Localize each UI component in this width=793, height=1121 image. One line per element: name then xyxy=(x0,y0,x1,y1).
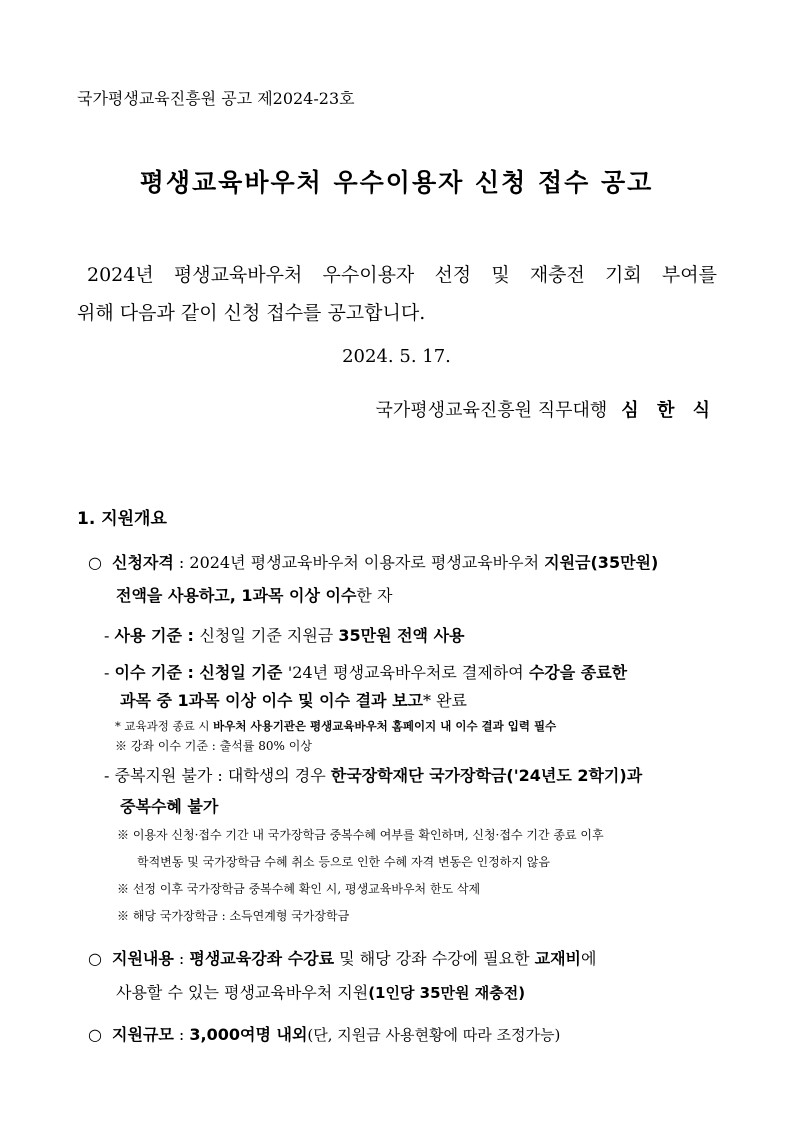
duplicate-note-3: ※ 해당 국가장학금 : 소득연계형 국가장학금 xyxy=(117,909,350,923)
separator: : xyxy=(173,949,190,968)
eligibility-line-2 xyxy=(116,583,392,606)
completion-criteria-line-1 xyxy=(104,660,627,683)
dash: - xyxy=(104,663,115,682)
support-scale-label: 지원규모 xyxy=(112,1025,174,1044)
support-content-line-1 xyxy=(88,946,596,969)
completion-tail: * 완료 xyxy=(423,691,467,710)
completion-text: '24년 평생교육바우처로 결제하여 xyxy=(287,663,529,682)
issuer-name: 심 한 식 xyxy=(621,400,716,421)
eligibility-label: 신청자격 xyxy=(112,553,174,572)
support-text: 및 해당 강좌 수강에 필요한 xyxy=(334,949,535,968)
support-text-2: 사용할 수 있는 평생교육바우처 지원 xyxy=(116,983,369,1002)
issuer xyxy=(376,396,716,422)
support-scale xyxy=(88,1022,560,1045)
support-scale-count: 3,000여명 내외 xyxy=(189,1025,308,1044)
support-recharge: (1인당 35만원 재충전) xyxy=(368,984,526,1002)
duplicate-bold-2: 중복수혜 불가 xyxy=(120,797,219,816)
eligibility-amount: 지원금(35만원) xyxy=(544,553,659,572)
eligibility-condition: 전액을 사용하고, 1과목 이상 이수 xyxy=(116,586,357,605)
note-star-prefix: * 교육과정 종료 시 xyxy=(115,719,214,733)
support-textbook: 교재비 xyxy=(534,949,581,968)
duplicate-note-2: ※ 선정 이후 국가장학금 중복수혜 확인 시, 평생교육바우처 한도 삭제 xyxy=(117,882,481,896)
completion-label: 이수 기준 : 신청일 기준 xyxy=(114,663,288,682)
usage-text: 신청일 기준 지원금 xyxy=(199,626,339,645)
eligibility-tail: 한 자 xyxy=(356,586,393,605)
duplicate-line-1 xyxy=(104,763,642,786)
note-star xyxy=(115,718,556,734)
usage-bold: 35만원 전액 사용 xyxy=(338,626,465,645)
usage-criteria xyxy=(104,623,465,646)
completion-bold-2: 과목 중 1과목 이상 이수 및 이수 결과 보고 xyxy=(120,691,423,710)
duplicate-note-1a: ※ 이용자 신청·접수 기간 내 국가장학금 중복수혜 여부를 확인하며, 신청·접수 기간 종료 이후 xyxy=(117,828,604,842)
issuer-org: 국가평생교육진흥원 직무대행 xyxy=(375,400,608,421)
eligibility-line-1 xyxy=(88,550,658,573)
separator: : xyxy=(173,553,190,572)
bullet-circle: ○ xyxy=(88,1025,102,1044)
eligibility-text: 2024년 평생교육바우처 이용자로 평생교육바우처 xyxy=(189,553,545,572)
duplicate-note-1b: 학적변동 및 국가장학금 수혜 취소 등으로 인한 수혜 자격 변동은 인정하지 않음 xyxy=(137,855,550,869)
support-content-label: 지원내용 xyxy=(112,949,174,968)
support-tuition: 평생교육강좌 수강료 xyxy=(189,949,335,968)
dash: - xyxy=(104,626,115,645)
bullet-circle: ○ xyxy=(88,553,102,572)
completion-criteria-line-2 xyxy=(120,688,467,711)
note-star-bold: 바우처 사용기관은 평생교육바우처 홈페이지 내 이수 결과 입력 필수 xyxy=(213,719,557,733)
page-title: 평생교육바우처 우수이용자 신청 접수 공고 xyxy=(139,168,654,197)
intro-line-2: 위해 다음과 같이 신청 접수를 공고합니다. xyxy=(77,302,426,324)
support-content-line-2 xyxy=(116,980,525,1003)
duplicate-bold: 한국장학재단 국가장학금('24년도 2학기)과 xyxy=(330,766,643,785)
bullet-circle: ○ xyxy=(88,949,102,968)
usage-label: 사용 기준 : xyxy=(114,626,200,645)
note-attendance: ※ 강좌 이수 기준 : 출석률 80% 이상 xyxy=(115,739,312,753)
support-scale-note: (단, 지원금 사용현황에 따라 조정가능) xyxy=(307,1026,561,1044)
support-text-tail: 에 xyxy=(581,949,597,968)
duplicate-line-2 xyxy=(120,794,218,817)
notice-date: 2024. 5. 17. xyxy=(342,346,451,367)
completion-bold: 수강을 종료한 xyxy=(528,663,628,682)
section-title: 1. 지원개요 xyxy=(77,509,167,529)
intro-line-1: 2024년 평생교육바우처 우수이용자 선정 및 재충전 기회 부여를 xyxy=(87,264,717,286)
duplicate-text: - 중복지원 불가 : 대학생의 경우 xyxy=(104,766,331,785)
notice-number: 국가평생교육진흥원 공고 제2024-23호 xyxy=(77,89,355,108)
separator: : xyxy=(173,1025,190,1044)
